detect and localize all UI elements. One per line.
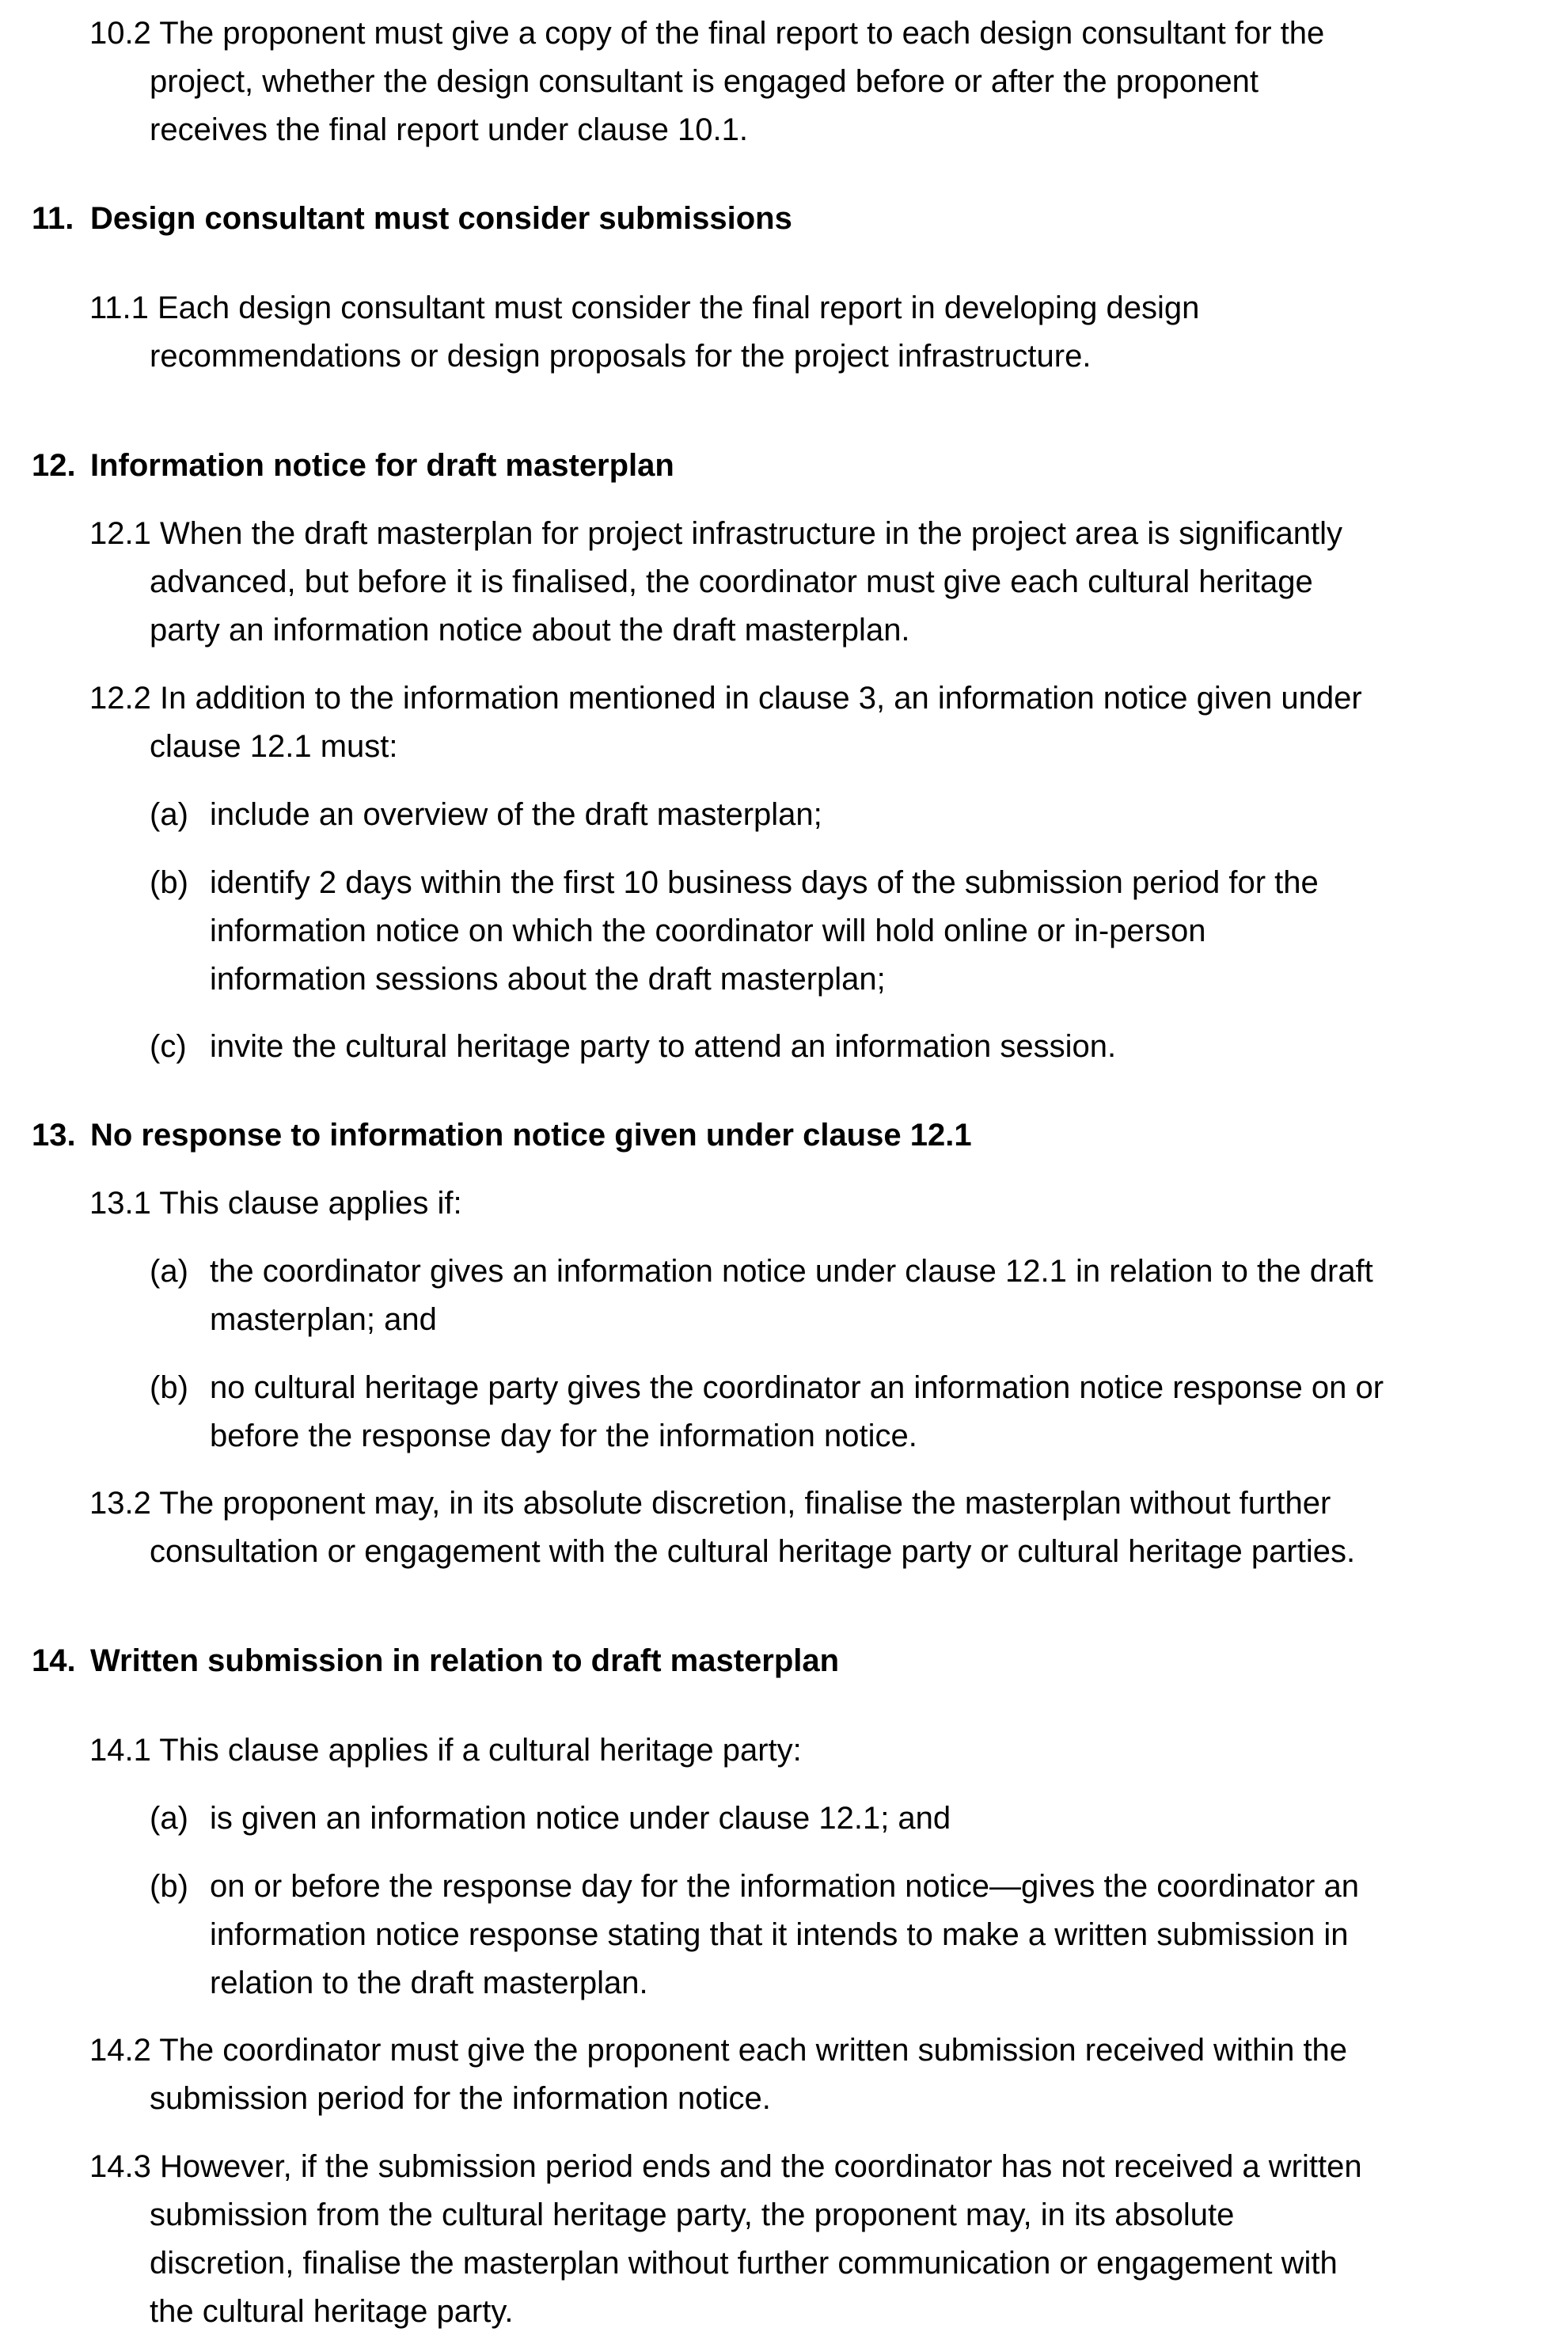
line: receives the final report under clause 10.1.: [150, 112, 748, 147]
line: 12.1 When the draft masterplan for project infrastructure in the project area is significantly: [89, 516, 1342, 551]
line: identify 2 days within the first 10 business days of the submission period for the: [210, 865, 1319, 900]
line: consultation or engagement with the cultural heritage party or cultural heritage parties.: [150, 1534, 1356, 1569]
line: the cultural heritage party.: [150, 2294, 514, 2329]
line: masterplan; and: [210, 1302, 437, 1337]
heading-title: Information notice for draft masterplan: [90, 448, 674, 483]
line: 10.2 The proponent must give a copy of the final report to each design consultant for the: [89, 16, 1325, 51]
heading-number: 11.: [32, 201, 74, 236]
list-label: (a): [150, 1801, 188, 1836]
line: before the response day for the information notice.: [210, 1419, 917, 1453]
line: project, whether the design consultant is engaged before or after the proponent: [150, 64, 1259, 99]
clause-14-3: [89, 2143, 1362, 2336]
heading-section-14: [32, 1637, 839, 1685]
line: recommendations or design proposals for the project infrastructure.: [150, 339, 1092, 374]
list-label: (b): [150, 865, 188, 900]
heading-title: No response to information notice given under clause 12.1: [90, 1118, 972, 1153]
line: include an overview of the draft masterplan;: [210, 797, 822, 832]
clause-14-2: [89, 2026, 1347, 2123]
line: submission period for the information notice.: [150, 2081, 771, 2116]
clause-12-1: [89, 510, 1342, 655]
line: no cultural heritage party gives the coordinator an information notice response on or: [210, 1370, 1384, 1405]
clause-13-1: [89, 1179, 462, 1228]
line: 13.2 The proponent may, in its absolute discretion, finalise the masterplan without further: [89, 1486, 1331, 1521]
line: 11.1 Each design consultant must consider the final report in developing design: [89, 291, 1200, 325]
line: information notice response stating that it intends to make a written submission in: [210, 1917, 1349, 1952]
heading-number: 14.: [32, 1643, 76, 1678]
clause-14-1-b: [150, 1863, 1359, 2007]
heading-section-12: [32, 442, 674, 490]
clause-13-1-b: [150, 1364, 1384, 1460]
heading-number: 13.: [32, 1118, 76, 1153]
line: 13.1 This clause applies if:: [89, 1186, 462, 1221]
line: discretion, finalise the masterplan without further communication or engagement with: [150, 2246, 1338, 2281]
clause-12-2: [89, 674, 1362, 771]
line: the coordinator gives an information notice under clause 12.1 in relation to the draft: [210, 1254, 1373, 1289]
list-label: (a): [150, 797, 188, 832]
line: advanced, but before it is finalised, the coordinator must give each cultural heritage: [150, 564, 1313, 599]
line: 14.1 This clause applies if a cultural heritage party:: [89, 1733, 802, 1768]
clause-12-2-c: [150, 1023, 1116, 1071]
line: relation to the draft masterplan.: [210, 1966, 648, 2000]
line: information notice on which the coordinator will hold online or in-person: [210, 914, 1206, 948]
line: submission from the cultural heritage party, the proponent may, in its absolute: [150, 2197, 1235, 2232]
clause-12-2-a: [150, 791, 822, 839]
heading-number: 12.: [32, 448, 76, 483]
clause-12-2-b: [150, 859, 1319, 1004]
heading-title: Written submission in relation to draft masterplan: [90, 1643, 840, 1678]
heading-title: Design consultant must consider submissions: [90, 201, 792, 236]
line: on or before the response day for the information notice—gives the coordinator an: [210, 1869, 1359, 1904]
line: information sessions about the draft masterplan;: [210, 962, 886, 997]
list-label: (a): [150, 1254, 188, 1289]
clause-14-1: [89, 1726, 802, 1775]
clause-11-1: [89, 284, 1199, 381]
clause-13-1-a: [150, 1248, 1373, 1344]
line: is given an information notice under clause 12.1; and: [210, 1801, 951, 1836]
list-label: (c): [150, 1029, 187, 1064]
clause-10-2: [89, 9, 1324, 154]
heading-section-13: [32, 1111, 972, 1160]
list-label: (b): [150, 1869, 188, 1904]
heading-section-11: [32, 195, 792, 243]
clause-14-1-a: [150, 1795, 951, 1843]
line: 14.2 The coordinator must give the proponent each written submission received within the: [89, 2033, 1348, 2068]
line: party an information notice about the draft masterplan.: [150, 613, 910, 648]
line: invite the cultural heritage party to attend an information session.: [210, 1029, 1117, 1064]
line: clause 12.1 must:: [150, 729, 398, 764]
list-label: (b): [150, 1370, 188, 1405]
clause-13-2: [89, 1479, 1355, 1576]
line: 12.2 In addition to the information mentioned in clause 3, an information notice given under: [89, 681, 1362, 716]
line: 14.3 However, if the submission period ends and the coordinator has not received a written: [89, 2149, 1362, 2184]
